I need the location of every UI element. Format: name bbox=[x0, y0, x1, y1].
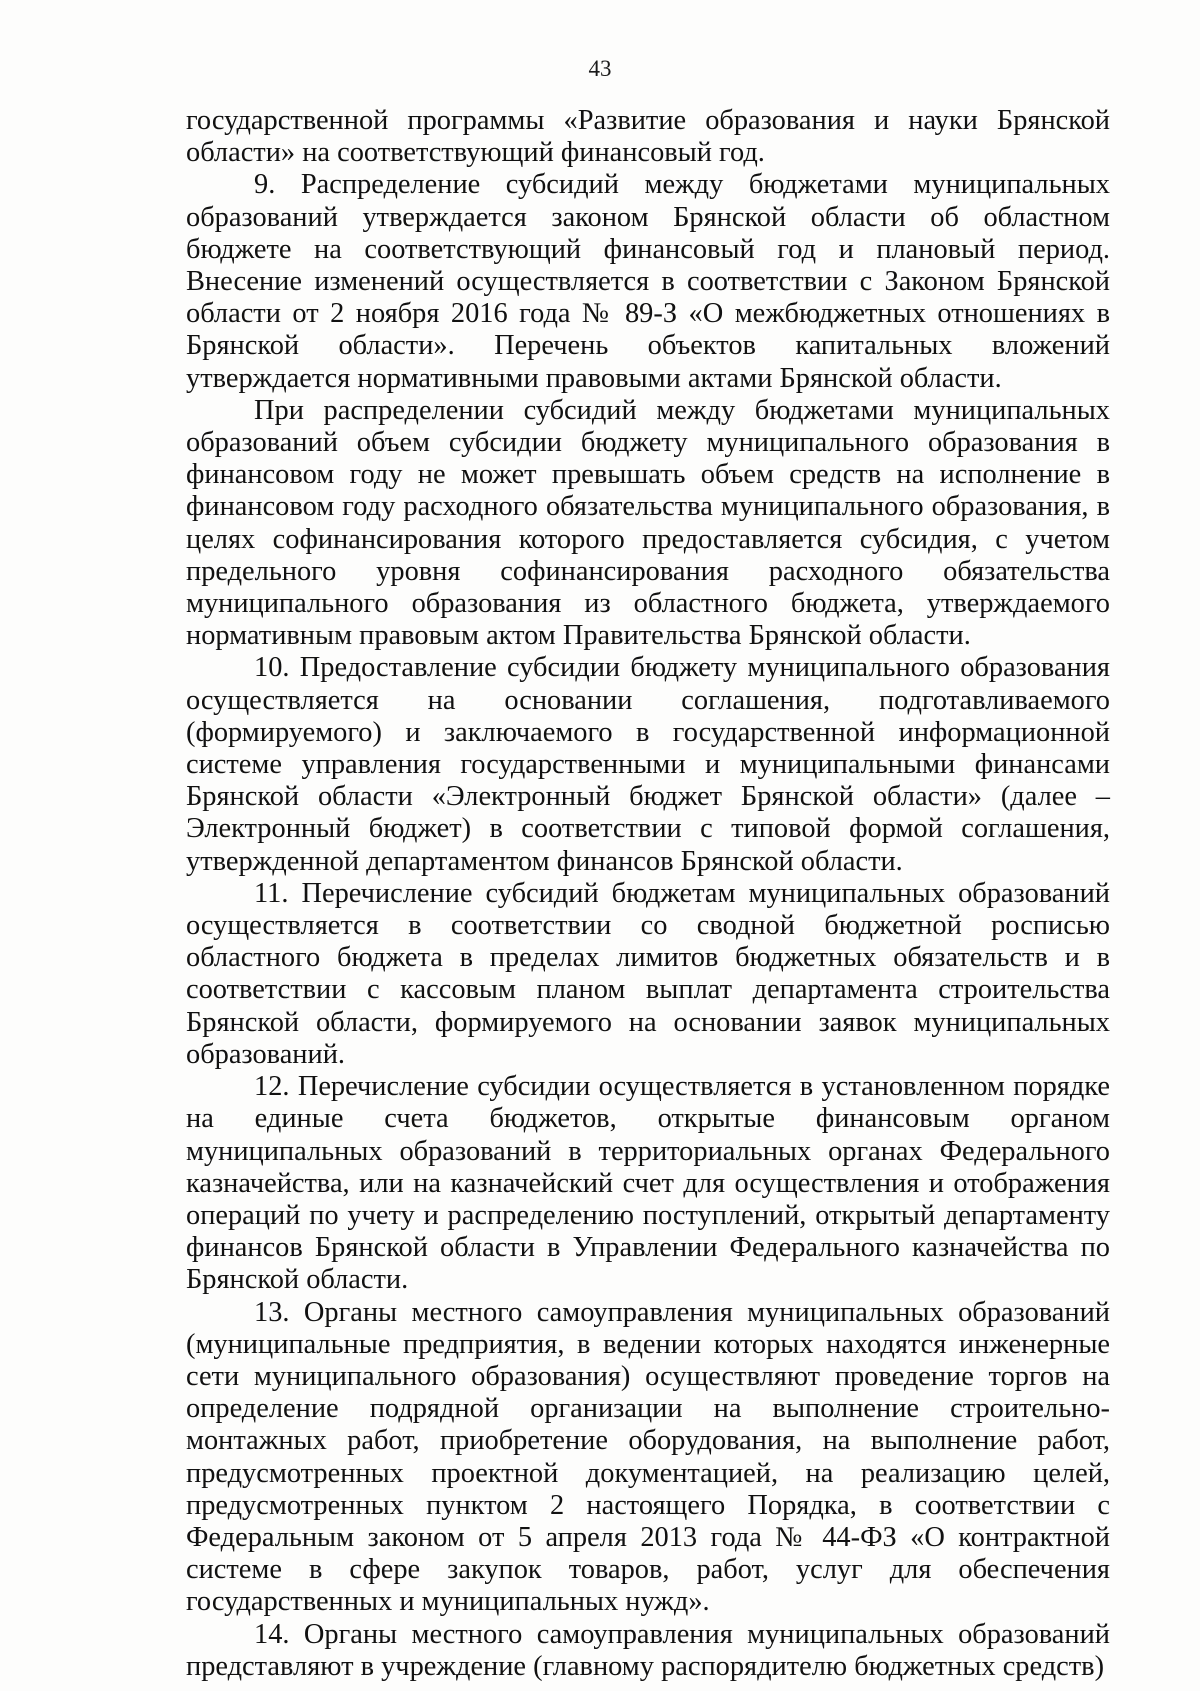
paragraph-continuation: государственной программы «Развитие образования и науки Брянской области» на соответствующий финансовый год. bbox=[186, 105, 1110, 169]
page-number: 43 bbox=[588, 56, 612, 81]
paragraph-item-13: 13. Органы местного самоуправления муниципальных образований (муниципальные предприятия, в ведении которых находятся инженерные сети муниципального образования) осуществляют проведение торгов на определение подрядной организации на выполнение строительно-монтажных работ, приобретение оборудования, на выполнение работ, предусмотренных проектной документацией, на реализацию целей, предусмотренных пунктом 2 настоящего Порядка, в соответствии с Федеральным законом от 5 апреля 2013 года № 44-ФЗ «О контрактной системе в сфере закупок товаров, работ, услуг для обеспечения государственных и муниципальных нужд». bbox=[186, 1296, 1110, 1618]
paragraph-item-12: 12. Перечисление субсидии осуществляется в установленном порядке на единые счета бюджетов, открытые финансовым органом муниципальных образований в территориальных органах Федерального казначейства, или на казначейский счет для осуществления и отображения операций по учету и распределению поступлений, открытый департаменту финансов Брянской области в Управлении Федерального казначейства по Брянской области. bbox=[186, 1071, 1110, 1296]
paragraph-item-11: 11. Перечисление субсидий бюджетам муниципальных образований осуществляется в соответствии со сводной бюджетной росписью областного бюджета в пределах лимитов бюджетных обязательств и в соответствии с кассовым планом выплат департамента строительства Брянской области, формируемого на основании заявок муниципальных образований. bbox=[186, 877, 1110, 1070]
document-body bbox=[186, 105, 1110, 1683]
paragraph-item-14: 14. Органы местного самоуправления муниципальных образований представляют в учреждение (главному распорядителю бюджетных средств) bbox=[186, 1618, 1110, 1682]
paragraph-subsidy-distribution: При распределении субсидий между бюджетами муниципальных образований объем субсидии бюджету муниципального образования в финансовом году не может превышать объем средств на исполнение в финансовом году расходного обязательства муниципального образования, в целях софинансирования которого предоставляется субсидия, с учетом предельного уровня софинансирования расходного обязательства муниципального образования из областного бюджета, утверждаемого нормативным правовым актом Правительства Брянской области. bbox=[186, 394, 1110, 652]
paragraph-item-9: 9. Распределение субсидий между бюджетами муниципальных образований утверждается законом Брянской области об областном бюджете на соответствующий финансовый год и плановый период. Внесение изменений осуществляется в соответствии с Законом Брянской области от 2 ноября 2016 года № 89-З «О межбюджетных отношениях в Брянской области». Перечень объектов капитальных вложений утверждается нормативными правовыми актами Брянской области. bbox=[186, 169, 1110, 394]
paragraph-item-10: 10. Предоставление субсидии бюджету муниципального образования осуществляется на основании соглашения, подготавливаемого (формируемого) и заключаемого в государственной информационной системе управления государственными и муниципальными финансами Брянской области «Электронный бюджет Брянской области» (далее – Электронный бюджет) в соответствии с типовой формой соглашения, утвержденной департаментом финансов Брянской области. bbox=[186, 652, 1110, 877]
